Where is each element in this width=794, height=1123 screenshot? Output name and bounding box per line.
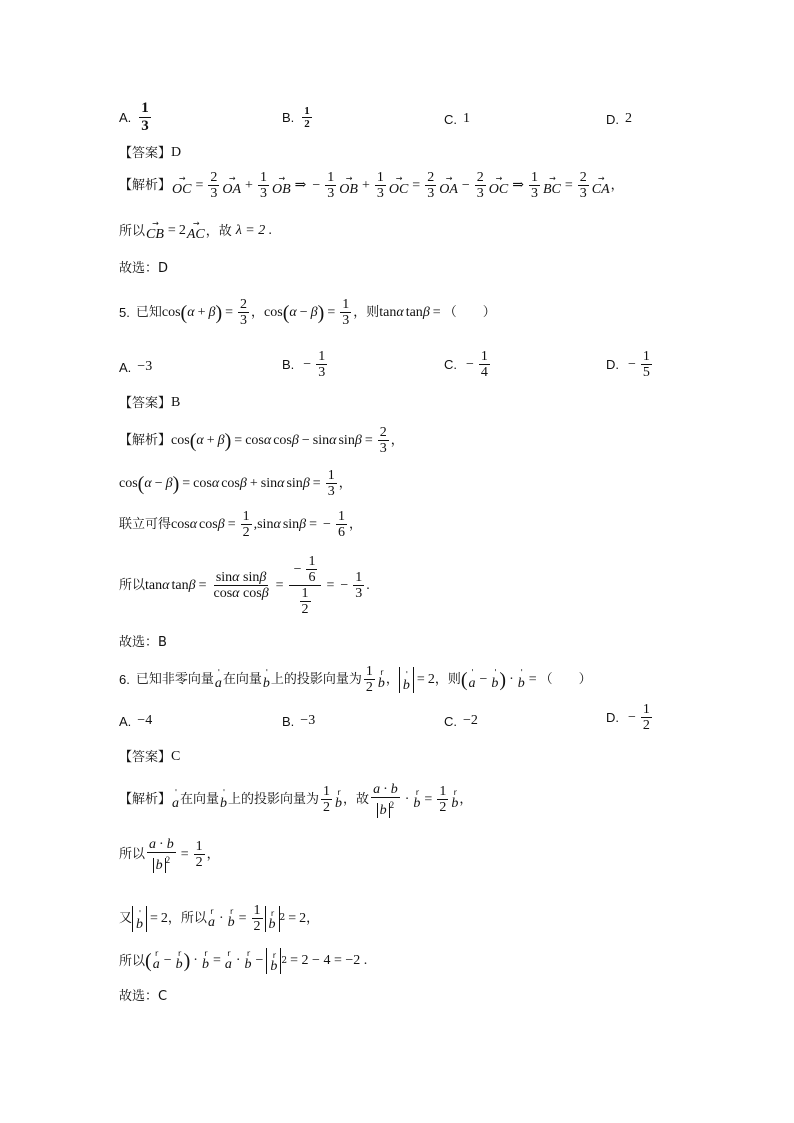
q4-option-d: D. 2	[606, 111, 632, 127]
q5-conclusion: 故选：B	[119, 635, 167, 650]
q6-option-d: D. − $\frac{1}{2}$	[606, 702, 650, 733]
q4-option-a-fraction: $\frac{1}{3}$	[141, 100, 149, 134]
q4-analysis-line2: 所以 → CB = 2 → AC ，故 λ = 2 .	[119, 219, 273, 242]
q6-conclusion: 故选：C	[119, 989, 168, 1004]
q5-analysis-line3: 联立可得 cos α cos β = $\frac{1}{2}$ , sin α sin β = − $\frac{1}{6}$ ，	[119, 509, 362, 540]
q6-answer: 【答案】 C	[119, 749, 181, 765]
q5-option-a: A. −3	[119, 359, 153, 375]
q4-option-c: C. 1	[444, 111, 470, 127]
q6-option-b: B. −3	[282, 713, 316, 729]
q4-option-b: B. $\frac{1}{2}$	[282, 105, 310, 130]
q6-analysis-line2: 所以 $\frac{a \cdot b}{b ^2}$ = $\frac{1}{2}$ ，	[119, 837, 220, 873]
q6-analysis-line1: 【解析】 ' a 在向量 ' b 上的投影向量为 $\frac{1}{2}$ r b ，故 $\frac{a \cdot b}{b ^2}$ · r b = $\frac{1}{2}$ r b ，	[119, 782, 473, 818]
q4-analysis-line1: 【解析】 → OC = $\frac{2}{3}$ → OA + $\frac{1}{3}$ → OB ⇒ − $\frac{1}{3}$ → OB + $\frac{1}{3}$ → OC = $\frac{2}{3}$ → OA − $\frac{2}{3}$ → OC ⇒ $\frac{1}{3}$ → BC = $\frac{2}{3}$ → CA ，	[119, 170, 624, 201]
q5-analysis-line1: 【解析】 cos ( α + β ) = cos α cos β − sin α sin β = $\frac{2}{3}$ ，	[119, 425, 404, 456]
q4-conclusion: 故选：D	[119, 261, 169, 276]
q6-option-c: C. −2	[444, 713, 478, 729]
q6-stem: 6. 已知非零向量 ' a 在向量 ' b 上的投影向量为 $\frac{1}{2}$ r b ， ' b = 2 ，则 ( ' a − ' b ) · ' b = （ ）	[119, 664, 592, 695]
q5-option-d: D. − $\frac{1}{5}$	[606, 349, 650, 380]
q6-analysis-line3: 又 ' b = 2 ，所以 r a · r b = $\frac{1}{2}$ r b 2 = 2 ，	[119, 903, 320, 934]
q6-option-a: A. −4	[119, 713, 153, 729]
q5-option-c: C. − $\frac{1}{4}$	[444, 349, 488, 380]
q5-analysis-line2: cos ( α − β ) = cos α cos β + sin α sin β = $\frac{1}{3}$ ，	[119, 468, 352, 499]
q5-option-b: B. − $\frac{1}{3}$	[282, 349, 326, 380]
q4-option-b-fraction: $\frac{1}{2}$	[304, 105, 310, 130]
q5-answer: 【答案】 B	[119, 395, 181, 411]
q6-analysis-line4: 所以 ( r a − r b ) · r b = r a · r b − r b 2 = 2 − 4 = −2 .	[119, 949, 368, 974]
q5-analysis-line4: 所以 tan α tan β = $\frac{\text{sinα sinβ}}{\text{cosα cosβ}}$ = − $\frac{1}{6}$ $\frac{1}{2}$ = − $\frac{1}{3}$ .	[119, 554, 370, 617]
q4-option-a: A. $\frac{1}{3}$	[119, 100, 149, 134]
q4-answer: 【答案】 D	[119, 145, 182, 161]
q5-stem: 5. 已知 cos ( α + β ) = $\frac{2}{3}$ ， cos ( α − β ) = $\frac{1}{3}$ ，则 tan α tan β = （ ）	[119, 297, 496, 328]
